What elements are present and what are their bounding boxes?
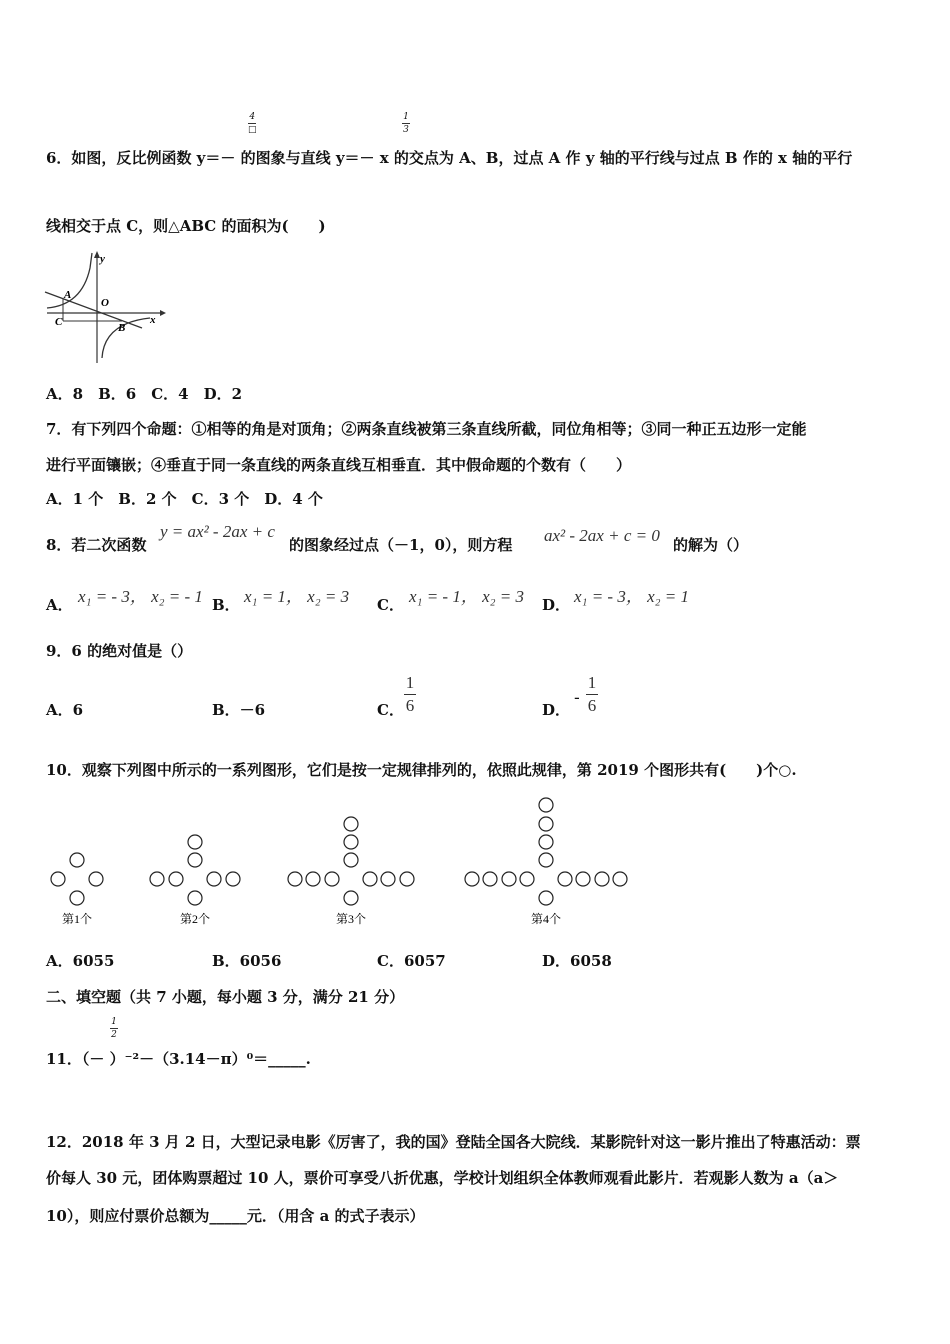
circle (169, 872, 183, 886)
q6-fraction-1 (248, 112, 257, 135)
label-c: C (55, 316, 63, 328)
circle (539, 891, 553, 905)
q8-option-d-value: x₁ = - 3， x₂ = 1 (574, 587, 690, 606)
q8-option-d-label: D． (542, 596, 571, 614)
hyperbola-branch-right (102, 318, 150, 358)
q6-fraction-2-denominator: 3 (403, 125, 409, 135)
q9-option-c-numerator: 1 (405, 673, 415, 692)
q12-stem-line-1: 12．2018 年 3 月 2 日，大型记录电影《厉害了，我的国》登陆全国各大院线．某影院针对这一影片推出了特惠活动：票 (46, 1133, 861, 1151)
circle (288, 872, 302, 886)
q6-fraction-2-numerator: 1 (403, 112, 409, 122)
circle (576, 872, 590, 886)
q11-stem: 11．（－ ）⁻²－（3.14－π）⁰＝_____. (46, 1050, 311, 1068)
q8-option-b-value: x₁ = 1， x₂ = 3 (244, 587, 350, 606)
q12-stem-line-3: 10），则应付票价总额为_____元．（用含 a 的式子表示） (46, 1207, 425, 1225)
q6-graph (42, 248, 167, 368)
circle (51, 872, 65, 886)
q8-suffix: 的解为（） (673, 536, 749, 554)
label-o: O (101, 297, 109, 309)
pattern-4 (465, 798, 627, 905)
circle (188, 835, 202, 849)
circle (558, 872, 572, 886)
circle (344, 817, 358, 831)
q9-option-b: B．－6 (212, 701, 266, 719)
pattern-1 (51, 853, 103, 905)
q8-option-a-value: x₁ = - 3， x₂ = - 1 (78, 587, 203, 606)
circle (344, 891, 358, 905)
q10-option-c: C．6057 (377, 952, 446, 970)
circle (188, 891, 202, 905)
pattern-2 (150, 835, 240, 905)
label-a: A (64, 289, 72, 301)
q8-option-c-label: C． (377, 596, 404, 614)
x-axis-arrow (160, 310, 166, 316)
q9-option-d-numerator: 1 (587, 673, 597, 692)
circle (325, 872, 339, 886)
circle (539, 853, 553, 867)
label-b: B (118, 322, 126, 334)
q6-fraction-1-denominator: □ (248, 125, 257, 135)
circle (595, 872, 609, 886)
q7-options: A．1 个 B．2 个 C．3 个 D．4 个 (46, 490, 323, 508)
q10-option-d: D．6058 (542, 952, 612, 970)
q9-option-c-label: C． (377, 701, 404, 719)
q8-option-c-value: x₁ = - 1， x₂ = 3 (409, 587, 525, 606)
circle (70, 891, 84, 905)
q9-option-a: A．6 (46, 701, 84, 719)
q11-fraction-denominator: 2 (111, 1030, 117, 1040)
caption-2: 第2个 (180, 912, 211, 926)
q8-equation: ax² - 2ax + c = 0 (544, 526, 660, 545)
label-x: x (150, 314, 156, 326)
circle (188, 853, 202, 867)
caption-4: 第4个 (531, 912, 562, 926)
circle (70, 853, 84, 867)
circle (344, 835, 358, 849)
q12-stem-line-2: 价每人 30 元，团体购票超过 10 人，票价可享受八折优惠，学校计划组织全体教师观看此影片．若观影人数为 a（a＞ (46, 1169, 839, 1187)
circle (363, 872, 377, 886)
circle (539, 835, 553, 849)
q11-fraction (110, 1017, 118, 1040)
circle (502, 872, 516, 886)
circle (465, 872, 479, 886)
q11-fraction-numerator: 1 (111, 1017, 117, 1027)
q9-option-c-denominator: 6 (405, 696, 415, 715)
circle (381, 872, 395, 886)
q6-options: A．8 B．6 C．4 D．2 (46, 385, 243, 403)
q9-option-d-sign: - (574, 688, 580, 708)
q6-fraction-2 (402, 112, 410, 135)
q9-option-d-label: D． (542, 701, 571, 719)
q8-option-a-label: A． (46, 596, 73, 614)
q9-option-d-fraction (586, 674, 598, 715)
q8-function: y = ax² - 2ax + c (160, 522, 275, 541)
q8-prefix: 8．若二次函数 (46, 536, 147, 554)
caption-1: 第1个 (62, 912, 93, 926)
q9-option-d-denominator: 6 (587, 696, 597, 715)
q10-stem: 10．观察下列图中所示的一系列图形，它们是按一定规律排列的，依照此规律，第 2019 个图形共有( )个○. (46, 761, 797, 779)
q8-option-b-label: B． (212, 596, 240, 614)
q9-stem: 9．6 的绝对值是（） (46, 642, 193, 660)
circle (89, 872, 103, 886)
circle (226, 872, 240, 886)
circle (150, 872, 164, 886)
circle (539, 817, 553, 831)
q10-option-b: B．6056 (212, 952, 282, 970)
q7-stem-line-1: 7．有下列四个命题：①相等的角是对顶角；②两条直线被第三条直线所截，同位角相等；③同一种正五边形一定能 (46, 420, 807, 438)
pattern-3 (288, 817, 414, 905)
circle (207, 872, 221, 886)
q6-fraction-1-numerator: 4 (249, 112, 256, 122)
section-2-heading: 二、填空题（共 7 小题，每小题 3 分，满分 21 分） (46, 988, 405, 1006)
circle (520, 872, 534, 886)
circle (344, 853, 358, 867)
q7-stem-line-2: 进行平面镶嵌；④垂直于同一条直线的两条直线互相垂直．其中假命题的个数有（ ） (46, 456, 632, 474)
q10-option-a: A．6055 (46, 952, 115, 970)
circle (306, 872, 320, 886)
q10-figure (40, 790, 640, 935)
label-y: y (100, 253, 105, 265)
q6-stem-line-1: 6．如图，反比例函数 y＝－ 的图象与直线 y＝－ x 的交点为 A、B，过点 A 作 y 轴的平行线与过点 B 作的 x 轴的平行 (46, 149, 853, 167)
q8-middle: 的图象经过点（－1，0），则方程 (289, 536, 513, 554)
circle (483, 872, 497, 886)
circle (539, 798, 553, 812)
circle (400, 872, 414, 886)
q6-stem-line-2: 线相交于点 C，则△ABC 的面积为( ) (46, 217, 326, 235)
circle (613, 872, 627, 886)
q9-option-c-fraction (404, 674, 416, 715)
caption-3: 第3个 (336, 912, 367, 926)
